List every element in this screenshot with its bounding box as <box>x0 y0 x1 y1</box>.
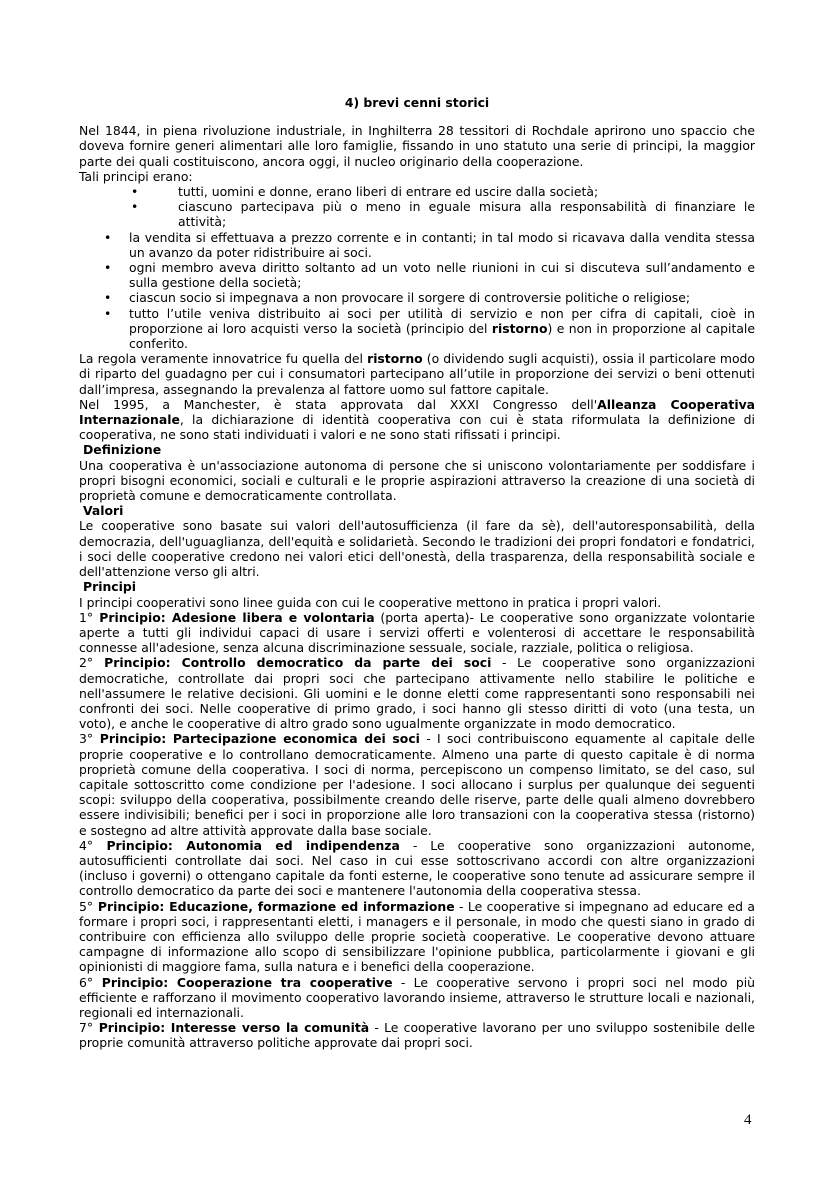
list-item-text: ciascun socio si impegnava a non provocare il sorgere di controversie politiche o religiose; <box>129 290 691 306</box>
principi-intro: I principi cooperativi sono linee guida con cui le cooperative mettono in pratica i propri valori. <box>79 594 662 610</box>
list-item <box>79 290 755 305</box>
principle-label: Principio: Interesse verso la comunità <box>93 1020 370 1036</box>
alleanza-text-b: , la dichiarazione di identità cooperativa con cui è stata riformulata la definizione di cooperativa, ne sono stati individuati i valori e ne sono stati rifissati i principi. <box>79 412 755 443</box>
principle-item <box>79 731 755 837</box>
bullet-icon: • <box>104 290 112 306</box>
principle-item <box>79 655 755 731</box>
alleanza-paragraph <box>79 397 755 443</box>
valori-heading: Valori <box>83 503 124 519</box>
principle-text: - I soci contribuiscono equamente al capitale delle proprie cooperative e lo controllano democraticamente. Almeno una parte di questo capitale è di norma proprietà comune della cooperativa. I soci di norma, percepiscono un compenso limitato, se del caso, sul capitale sottoscritto come condizione per l'adesione. I soci allocano i surplus per qualunque dei seguenti scopi: sviluppo della cooperativa, possibilmente creando delle riserve, parte delle quali almeno dovrebbero essere indivisibili; benefici per i soci in proporzione alle loro transazioni con la cooperativa stessa (ristorno) e sostegno ad altre attività approvate dalla base sociale. <box>79 731 756 838</box>
principle-label: Principio: Partecipazione economica dei soci <box>93 731 420 747</box>
principle-number: 7° <box>79 1020 94 1036</box>
principle-label: Principio: Cooperazione tra cooperative <box>93 974 393 990</box>
list-item <box>79 306 755 352</box>
page-number: 4 <box>744 1112 752 1128</box>
principi-heading: Principi <box>83 579 136 595</box>
list-item-text-a: tutto l’utile veniva distribuito ai soci per utilità di servizio e non per cifra di capitali, cioè in proporzione ai loro acquisti verso la società (principio del <box>129 305 755 336</box>
principle-text: - Le cooperative si impegnano ad educare ed a formare i propri soci, i rappresentanti eletti, i managers e il personale, in modo che questi siano in grado di contribuire con efficienza allo sviluppo delle proprie società cooperative. Le cooperative devono attuare campagne di informazione allo scopo di sensibilizzare l'opinione pubblica, particolarmente i giovani e gli opinionisti di maggiore fama, sulla natura e i benefici della cooperazione. <box>79 898 755 975</box>
principle-number: 6° <box>79 974 94 990</box>
rochdale-list-a <box>79 184 755 230</box>
principle-label: Principio: Autonomia ed indipendenza <box>93 837 400 853</box>
list-item <box>79 199 755 229</box>
intro-paragraph: Nel 1844, in piena rivoluzione industriale, in Inghilterra 28 tessitori di Rochdale aprirono uno spaccio che doveva fornire generi alimentari alle loro famiglie, fissando in uno statuto una serie di principi, la maggior parte dei quali costituiscono, ancora oggi, il nucleo originario della cooperazione. <box>79 123 755 169</box>
alleanza-bold: Alleanza Cooperativa Internazionale <box>79 396 756 428</box>
principle-label: Principio: Educazione, formazione ed informazione <box>93 898 455 914</box>
valori-text: Le cooperative sono basate sui valori dell'autosufficienza (il fare da sè), dell'autoresponsabilità, della democrazia, dell'uguaglianza, dell'equità e solidarietà. Secondo le tradizioni dei propri fondatori e fondatrici, i soci delle cooperative credono nei valori etici dell'onestà, della trasparenza, della responsabilità sociale e dell'attenzione verso gli altri. <box>79 518 755 580</box>
principle-number: 1° <box>79 609 94 625</box>
bullet-icon: • <box>104 260 112 276</box>
list-item <box>79 230 755 260</box>
principle-number: 5° <box>79 898 94 914</box>
principle-text: - Le cooperative servono i propri soci nel modo più efficiente e rafforzano il movimento cooperativo lavorando insieme, attraverso le strutture locali e nazionali, regionali ed internazionali. <box>79 974 755 1020</box>
principle-text: - Le cooperative lavorano per uno sviluppo sostenibile delle proprie comunità attraverso politiche approvate dai propri soci. <box>79 1020 755 1051</box>
principle-number: 4° <box>79 837 94 853</box>
document-page <box>79 95 755 1051</box>
ristorno-paragraph <box>79 351 755 397</box>
list-item-bold: ristorno <box>491 320 548 336</box>
ristorno-text-a: La regola veramente innovatrice fu quella del <box>79 351 368 367</box>
ristorno-bold: ristorno <box>367 351 423 367</box>
list-item <box>79 260 755 290</box>
principle-number: 3° <box>79 731 94 747</box>
principle-label: Principio: Adesione libera e volontaria <box>93 609 375 625</box>
ristorno-text-b: (o dividendo sugli acquisti), ossia il particolare modo di riparto del guadagno per cui i consumatori partecipano all’utile in proporzione dei servizi o beni ottenuti dall’impresa, assegnando la prevalenza al fattore uomo sul fattore capitale. <box>79 351 755 397</box>
list-item-text: ogni membro aveva diritto soltanto ad un voto nelle riunioni in cui si discuteva sull’andamento e sulla gestione della società; <box>129 260 755 291</box>
bullet-icon: • <box>104 229 112 245</box>
bullet-icon: • <box>131 199 139 215</box>
principle-item <box>79 899 755 975</box>
definizione-heading: Definizione <box>83 442 162 458</box>
list-item-text-b: ) e non in proporzione al capitale conferito. <box>129 320 756 352</box>
bullet-icon: • <box>131 184 139 200</box>
list-item-text: tutti, uomini e donne, erano liberi di entrare ed uscire dalla società; <box>178 184 599 200</box>
list-item-text: ciascuno partecipava più o meno in eguale misura alla responsabilità di finanziare le attività; <box>178 199 755 230</box>
principle-text: - Le cooperative sono organizzazioni democratiche, controllate dai propri soci che partecipano attivamente nello stabilire le politiche e nell'assumere le relative decisioni. Gli uomini e le donne eletti come rappresentanti sono responsabili nei confronti dei soci. Nelle cooperative di primo grado, i soci hanno gli stesso diritti di voto (una testa, un voto), e anche le cooperative di altro grado sono ugualmente organizzate in modo democratico. <box>79 655 756 732</box>
rochdale-list-b <box>79 230 755 352</box>
principle-item <box>79 838 755 899</box>
alleanza-text-a: Nel 1995, a Manchester, è stata approvata dal XXXI Congresso dell' <box>79 396 598 412</box>
principle-number: 2° <box>79 655 94 671</box>
principles-intro: Tali principi erano: <box>79 168 193 184</box>
section-title: 4) brevi cenni storici <box>344 95 490 110</box>
principle-text: - Le cooperative sono organizzazioni autonome, autosufficienti controllate dai soci. Nel caso in cui esse sottoscrivano accordi con altre organizzazioni (incluso i governi) o ottengano capitale da fonti esterne, le cooperative sono tenute ad assicurare sempre il controllo democratico da parte dei soci e mantenere l'autonomia della cooperativa stessa. <box>79 837 755 899</box>
bullet-icon: • <box>104 305 112 321</box>
principle-label: Principio: Controllo democratico da parte dei soci <box>93 655 492 671</box>
principle-item <box>79 1020 755 1050</box>
principle-item <box>79 975 755 1021</box>
principle-text: (porta aperta)- Le cooperative sono organizzate volontarie aperte a tutti gli individui capaci di usare i servizi offerti e volenterosi di accettare le responsabilità connesse all'adesione, senza alcuna discriminazione sessuale, sociale, razziale, politica o religiosa. <box>79 609 755 656</box>
definizione-text: Una cooperativa è un'associazione autonoma di persone che si uniscono volontariamente per soddisfare i propri bisogni economici, sociali e culturali e le proprie aspirazioni attraverso la creazione di una società di proprietà comune e democraticamente controllata. <box>79 457 755 504</box>
principle-item <box>79 610 755 656</box>
list-item-text: la vendita si effettuava a prezzo corrente e in contanti; in tal modo si ricavava dalla vendita stessa un avanzo da poter ridistribuire ai soci. <box>129 229 755 260</box>
list-item <box>79 184 755 199</box>
